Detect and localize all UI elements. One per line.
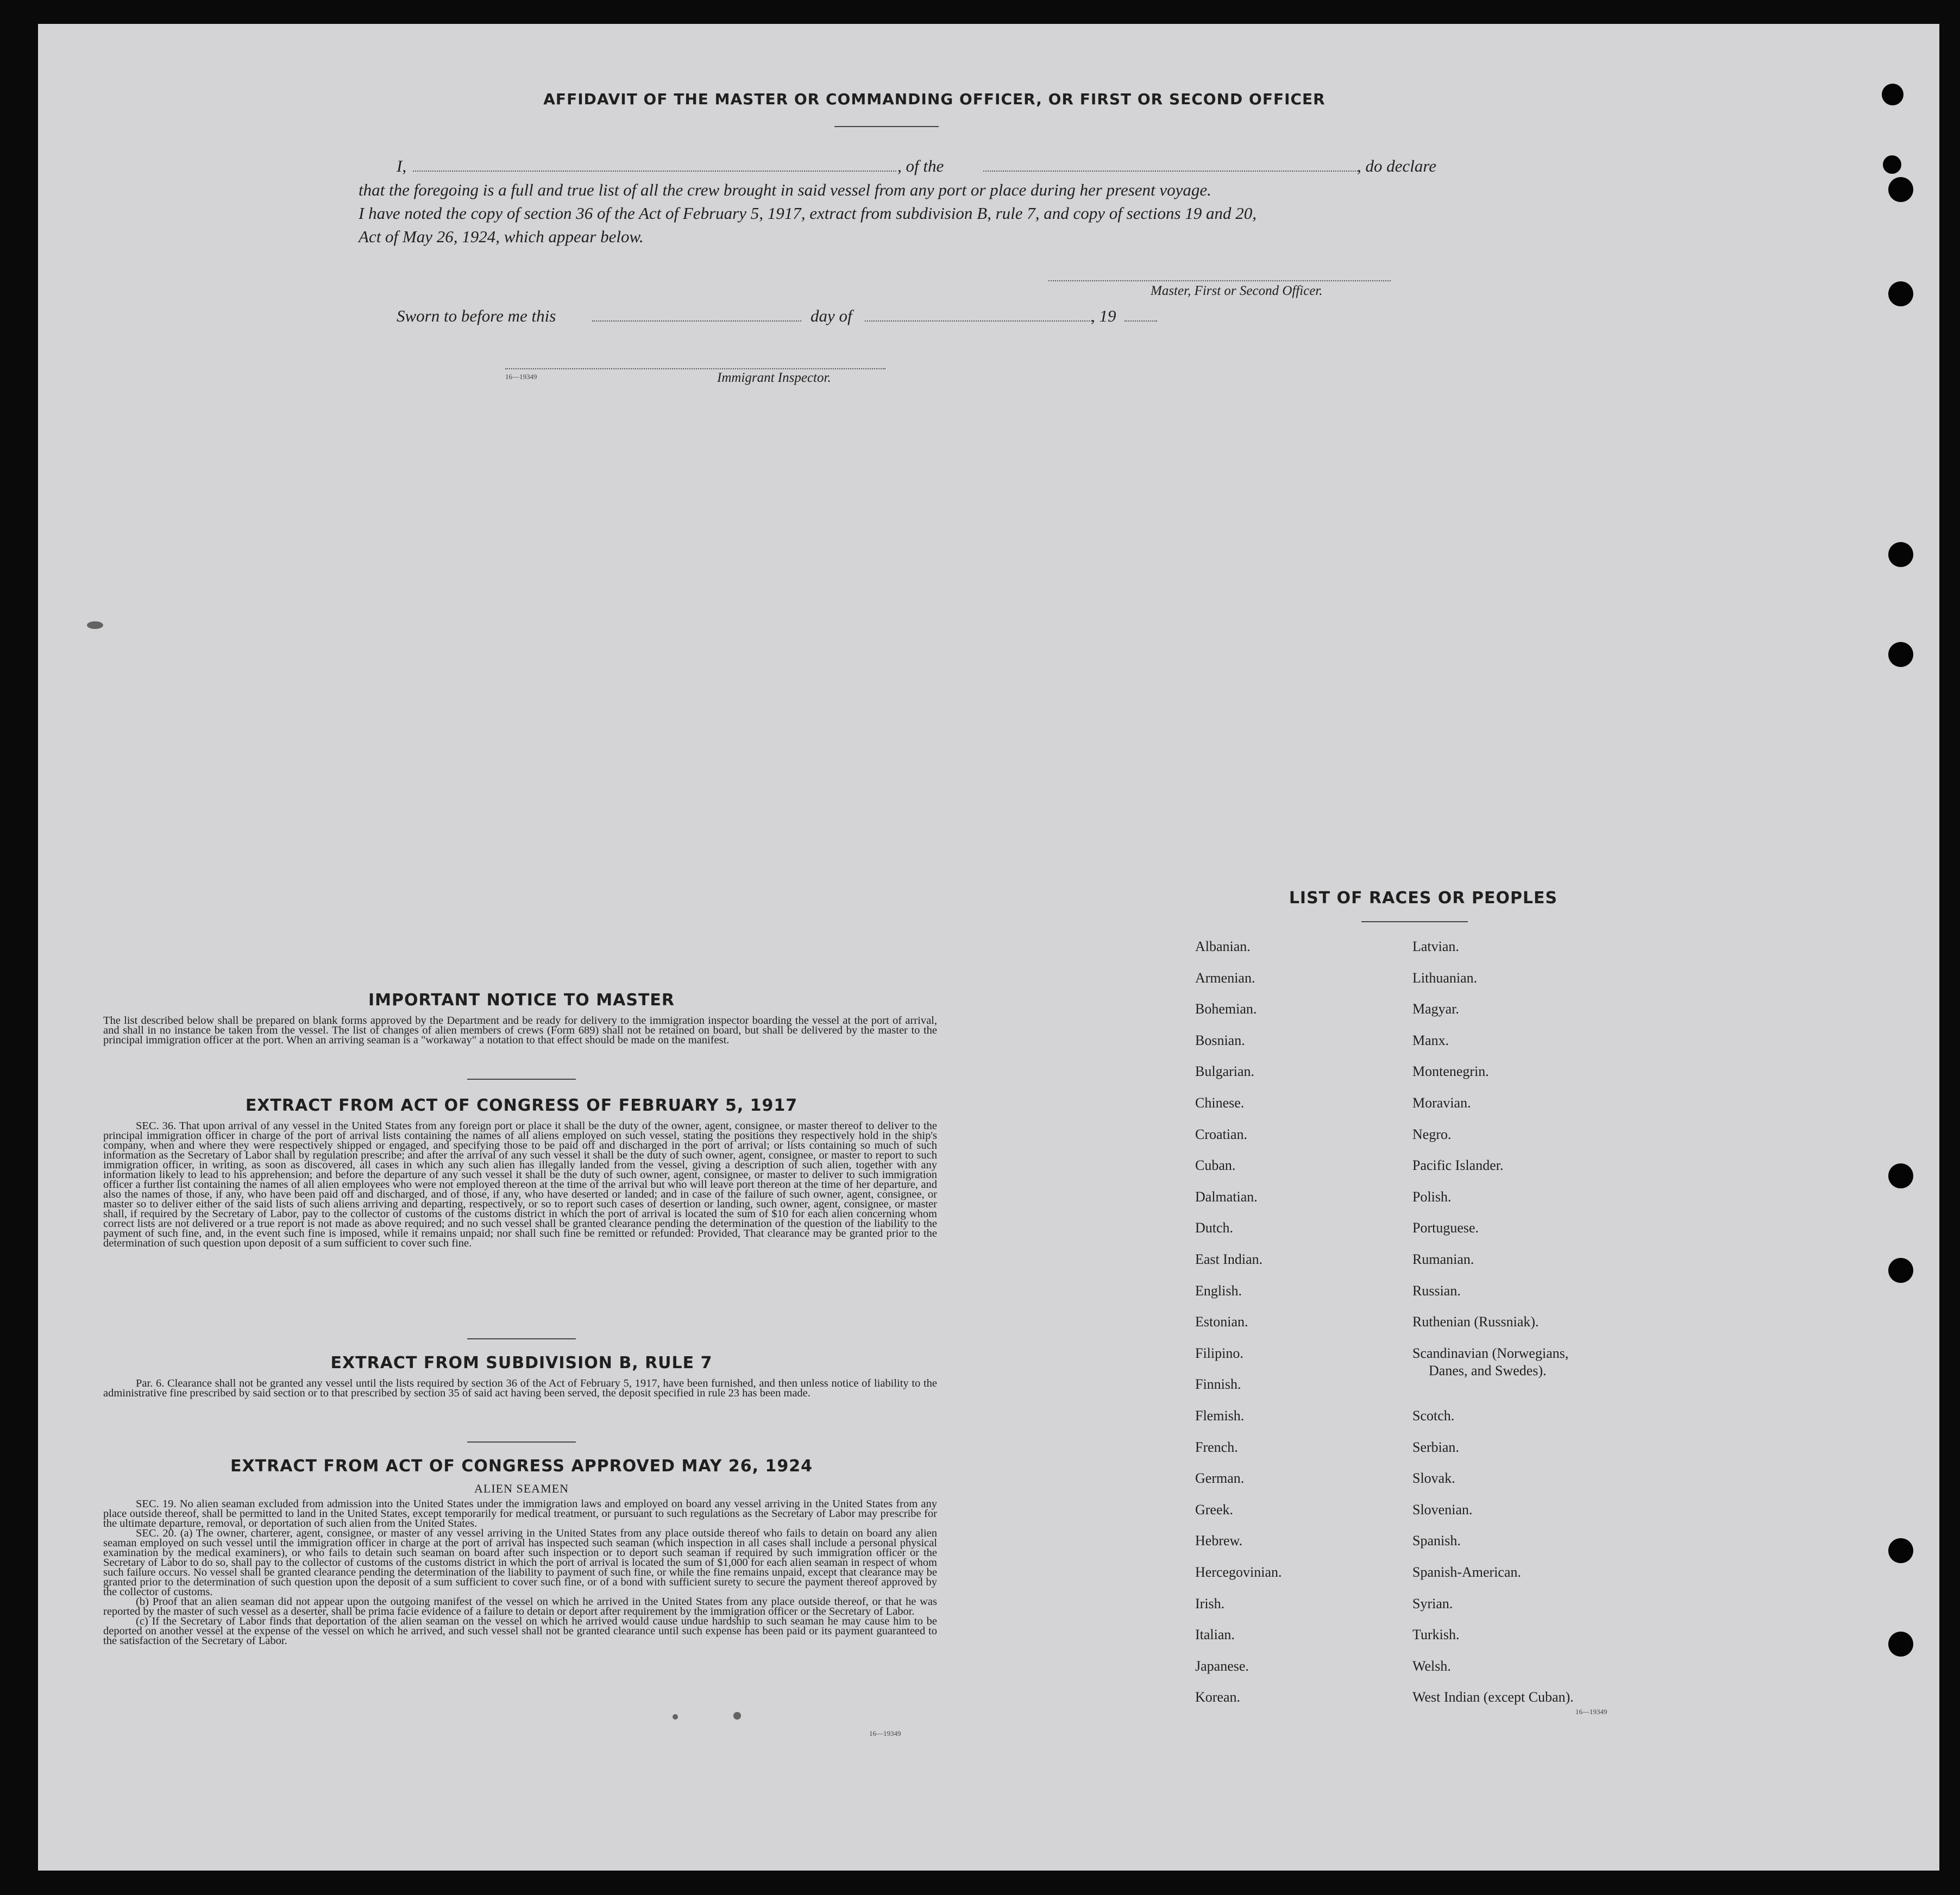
inspector-line[interactable]	[505, 368, 885, 369]
binder-hole	[1888, 1632, 1913, 1657]
inspector-caption: Immigrant Inspector.	[717, 370, 831, 385]
rule7-rule	[467, 1441, 576, 1443]
binder-hole	[1888, 642, 1913, 667]
race-item: Magyar.	[1412, 1001, 1459, 1017]
ink-speck	[673, 1714, 678, 1720]
sec-19: SEC. 19. No alien seaman excluded from admission into the United States under the immigration laws and employed on board any vessel arriving in the United States from any place outside thereof, shall be permitted to land in the United States, except temporarily for medical treatment, or pursuant to such regulations as the Secretary of Labor may prescribe for the ultimate departure, removal, or deportation of such alien from the United States.	[103, 1498, 937, 1529]
race-item: Turkish.	[1412, 1627, 1460, 1642]
sworn-line	[397, 304, 1211, 328]
races-form-number: 16—19349	[1575, 1708, 1607, 1716]
race-item: Latvian.	[1412, 939, 1459, 954]
extract-1924-form-number: 16—19349	[869, 1729, 901, 1737]
race-item: Irish.	[1195, 1596, 1225, 1611]
binder-hole	[1888, 1163, 1913, 1188]
race-item: Syrian.	[1412, 1596, 1453, 1611]
race-item: Russian.	[1412, 1283, 1461, 1299]
race-item: Ruthenian (Russniak).	[1412, 1314, 1539, 1330]
ink-speck	[87, 621, 103, 629]
race-item: Bohemian.	[1195, 1001, 1257, 1017]
race-item: Bosnian.	[1195, 1033, 1245, 1048]
i-label: I,	[397, 156, 407, 175]
race-item: Filipino.	[1195, 1345, 1243, 1361]
race-item: English.	[1195, 1283, 1242, 1299]
rule7-body: Par. 6. Clearance shall not be granted any vessel until the lists required by section 36 of the Act of February 5, 1917, have been furnished, and then unless notice of liability to the administrative fine prescribed by said section or to that prescribed by section 35 of said act having been served, the deposit specified in rule 23 has been made.	[103, 1377, 937, 1399]
race-item: German.	[1195, 1470, 1245, 1486]
race-item: French.	[1195, 1439, 1238, 1455]
year-blank[interactable]	[1125, 320, 1157, 322]
day-of-label: day of	[811, 306, 852, 325]
binder-hole	[1888, 542, 1913, 567]
race-item: Hercegovinian.	[1195, 1564, 1282, 1580]
race-item: Hebrew.	[1195, 1533, 1243, 1548]
race-item: Moravian.	[1412, 1095, 1471, 1111]
ink-speck	[733, 1712, 741, 1720]
race-item: Croatian.	[1195, 1126, 1248, 1142]
race-item: Dutch.	[1195, 1220, 1234, 1236]
of-the-label: , of the	[897, 156, 944, 175]
race-item: Scotch.	[1412, 1408, 1455, 1424]
race-item: Portuguese.	[1412, 1220, 1479, 1236]
binder-hole	[1882, 84, 1904, 105]
binder-hole	[1888, 177, 1913, 202]
signature-caption: Master, First or Second Officer.	[1151, 284, 1323, 298]
race-item: Finnish.	[1195, 1376, 1241, 1392]
race-item: Pacific Islander.	[1412, 1157, 1504, 1173]
sec-20a: SEC. 20. (a) The owner, charterer, agent, consignee, or master of any vessel arriving in the United States from any place outside thereof who fails to detain on board any alien seaman employed on such vessel until the immigration officer in charge at the port of arrival has inspected such seaman (which inspection in all cases shall include a personal physical examination by the medical examiners), or who fails to detain such seaman on board after such inspection or to deport such seaman if required by such immigration officer or the Secretary of Labor to do so, shall pay to the collector of customs of the customs district in which the port of arrival is located the sum of $1,000 for each alien seaman in respect of whom such failure occurs. No vessel shall be granted clearance pending the determination of the liability to payment of such fine, or while the fine remains unpaid, except that clearance may be granted prior to the determination of such question upon the deposit of a sum sufficient to cover such fine, or of a bond with sufficient surety to secure the payment thereof approved by the collector of customs.	[103, 1527, 937, 1598]
extract-1924-body	[103, 1499, 937, 1646]
affidavit-title: AFFIDAVIT OF THE MASTER OR COMMANDING OFFICER, OR FIRST OR SECOND OFFICER	[543, 90, 1325, 108]
affidavit-title-rule	[834, 126, 939, 127]
race-item: Slovenian.	[1412, 1502, 1473, 1518]
extract-1917-rule	[467, 1338, 576, 1339]
race-item: Bulgarian.	[1195, 1063, 1255, 1079]
race-item: Manx.	[1412, 1033, 1449, 1048]
affidavit-line-2: that the foregoing is a full and true list of all the crew brought in said vessel from any port or place during her present voyage.	[359, 180, 1211, 199]
binder-hole	[1883, 155, 1901, 174]
extract-1917-body: SEC. 36. That upon arrival of any vessel in the United States from any foreign port or place it shall be the duty of the owner, agent, consignee, or master thereof to deliver to the principal immigration officer in charge of the port of arrival lists containing the names of all aliens employed on such vessel, stating the positions they respectively hold in the ship's company, when and where they were respectively shipped or engaged, and specifying those to be paid off and discharged in the port of arrival; or lists containing so much of such information as the Secretary of Labor shall by regulation prescribe; and after the arrival of any such vessel it shall be the duty of such owner, agent, consignee, or master to report to such immigration officer, in writing, as soon as discovered, all cases in which any such alien has illegally landed from the vessel, giving a description of such alien, together with any information likely to lead to his apprehension; and before the departure of any such vessel it shall be the duty of such owner, agent, consignee, or master to deliver to such immigration officer a further list containing the names of all alien employees who were not employed thereon at the time of the arrival but who will leave port thereon at the time of her departure, and also the names of those, if any, who have been paid off and discharged, and of those, if any, who have deserted or landed; and in case of the failure of such owner, agent, consignee, or master so to deliver either of the said lists of such aliens arriving and departing, respectively, or so to report such cases of desertion or landing, such owner, agent, consignee, or master shall, if required by the Secretary of Labor, pay to the collector of customs of the customs district in which the port of arrival is located the sum of $10 for each alien concerning whom correct lists are not delivered or a true report is not made as above required; and no such vessel shall be granted clearance pending the determination of the question of the liability to the payment of such fine, and, in the event such fine is imposed, while it remains unpaid; nor shall such fine be remitted or refunded: Provided, That clearance may be granted prior to the determination of such question upon deposit of a sum sufficient to cover such fine.	[103, 1120, 937, 1249]
notice-body: The list described below shall be prepared on blank forms approved by the Department and be ready for delivery to the immigration inspector boarding the vessel at the port of arrival, and shall in no instance be taken from the vessel. The list of changes of alien members of crews (Form 689) shall not be retained on board, but shall be delivered by the master to the principal immigration officer at the port. When an arriving seaman is a "workaway" a notation to that effect should be made on the manifest.	[103, 1015, 937, 1046]
race-item: Polish.	[1412, 1189, 1452, 1205]
races-rule	[1361, 921, 1468, 922]
race-item: Cuban.	[1195, 1157, 1236, 1173]
races-title: LIST OF RACES OR PEOPLES	[1289, 889, 1558, 908]
affidavit-line-3: I have noted the copy of section 36 of the Act of February 5, 1917, extract from subdivision B, rule 7, and copy of sections 19 and 20,	[359, 204, 1257, 223]
race-item: Japanese.	[1195, 1658, 1249, 1674]
vessel-blank[interactable]	[983, 171, 1358, 172]
race-item: Negro.	[1412, 1126, 1452, 1142]
race-item: Flemish.	[1195, 1408, 1245, 1424]
race-item: Armenian.	[1195, 970, 1255, 986]
sec-20c: (c) If the Secretary of Labor finds that deportation of the alien seaman on the vessel on which he arrived would cause undue hardship to such seaman he may cause him to be deported on another vessel at the expense of the vessel on which he arrived, and such vessel shall not be granted clearance until such expense has been paid or its payment guaranteed to the satisfaction of the Secretary of Labor.	[103, 1615, 937, 1647]
race-item: Spanish.	[1412, 1533, 1461, 1548]
document-sheet	[38, 24, 1939, 1871]
race-item: Lithuanian.	[1412, 970, 1478, 986]
race-item: Welsh.	[1412, 1658, 1451, 1674]
notice-rule	[467, 1079, 576, 1080]
do-declare-label: , do declare	[1357, 156, 1437, 175]
name-blank[interactable]	[413, 171, 896, 172]
binder-hole	[1888, 1538, 1913, 1563]
sworn-label: Sworn to before me this	[397, 306, 556, 325]
rule7-title: EXTRACT FROM SUBDIVISION B, RULE 7	[330, 1353, 713, 1373]
race-item: Spanish-American.	[1412, 1564, 1522, 1580]
signature-line[interactable]	[1048, 280, 1391, 281]
race-item: Estonian.	[1195, 1314, 1248, 1330]
binder-hole	[1888, 281, 1913, 306]
sec-20b: (b) Proof that an alien seaman did not appear upon the outgoing manifest of the vessel on which he arrived in the United States from any place outside thereof, or that he was reported by the master of such vessel as a deserter, shall be prima facie evidence of a failure to detain or deport after requirement by the immigration officer or the Secretary of Labor.	[103, 1596, 937, 1617]
extract-1917-title: EXTRACT FROM ACT OF CONGRESS OF FEBRUARY 5, 1917	[245, 1096, 798, 1115]
extract-1924-title: EXTRACT FROM ACT OF CONGRESS APPROVED MAY 26, 1924	[230, 1457, 813, 1476]
race-item: West Indian (except Cuban).	[1412, 1689, 1574, 1705]
day-blank[interactable]	[592, 320, 801, 322]
race-item: Rumanian.	[1412, 1251, 1474, 1267]
notice-title: IMPORTANT NOTICE TO MASTER	[368, 991, 675, 1010]
affidavit-line-1	[397, 154, 1461, 178]
races-left-column	[1195, 939, 1385, 1753]
race-item: Chinese.	[1195, 1095, 1245, 1111]
alien-seamen-subtitle: ALIEN SEAMEN	[474, 1482, 569, 1495]
affidavit-line-4: Act of May 26, 1924, which appear below.	[359, 227, 644, 246]
year-label: , 19	[1091, 306, 1116, 325]
affidavit-form-number: 16—19349	[505, 373, 537, 381]
races-right-column	[1412, 939, 1684, 1753]
race-item: Scandinavian (Norwegians,	[1412, 1345, 1569, 1361]
race-item: Italian.	[1195, 1627, 1235, 1642]
race-item: Korean.	[1195, 1689, 1241, 1705]
race-item: Albanian.	[1195, 939, 1251, 954]
race-item: Greek.	[1195, 1502, 1234, 1518]
race-item: East Indian.	[1195, 1251, 1263, 1267]
binder-hole	[1888, 1258, 1913, 1283]
race-item: Slovak.	[1412, 1470, 1455, 1486]
race-item: Montenegrin.	[1412, 1063, 1489, 1079]
race-item-continuation: Danes, and Swedes).	[1429, 1363, 1547, 1378]
month-blank[interactable]	[865, 320, 1092, 322]
race-item: Dalmatian.	[1195, 1189, 1258, 1205]
race-item: Serbian.	[1412, 1439, 1459, 1455]
